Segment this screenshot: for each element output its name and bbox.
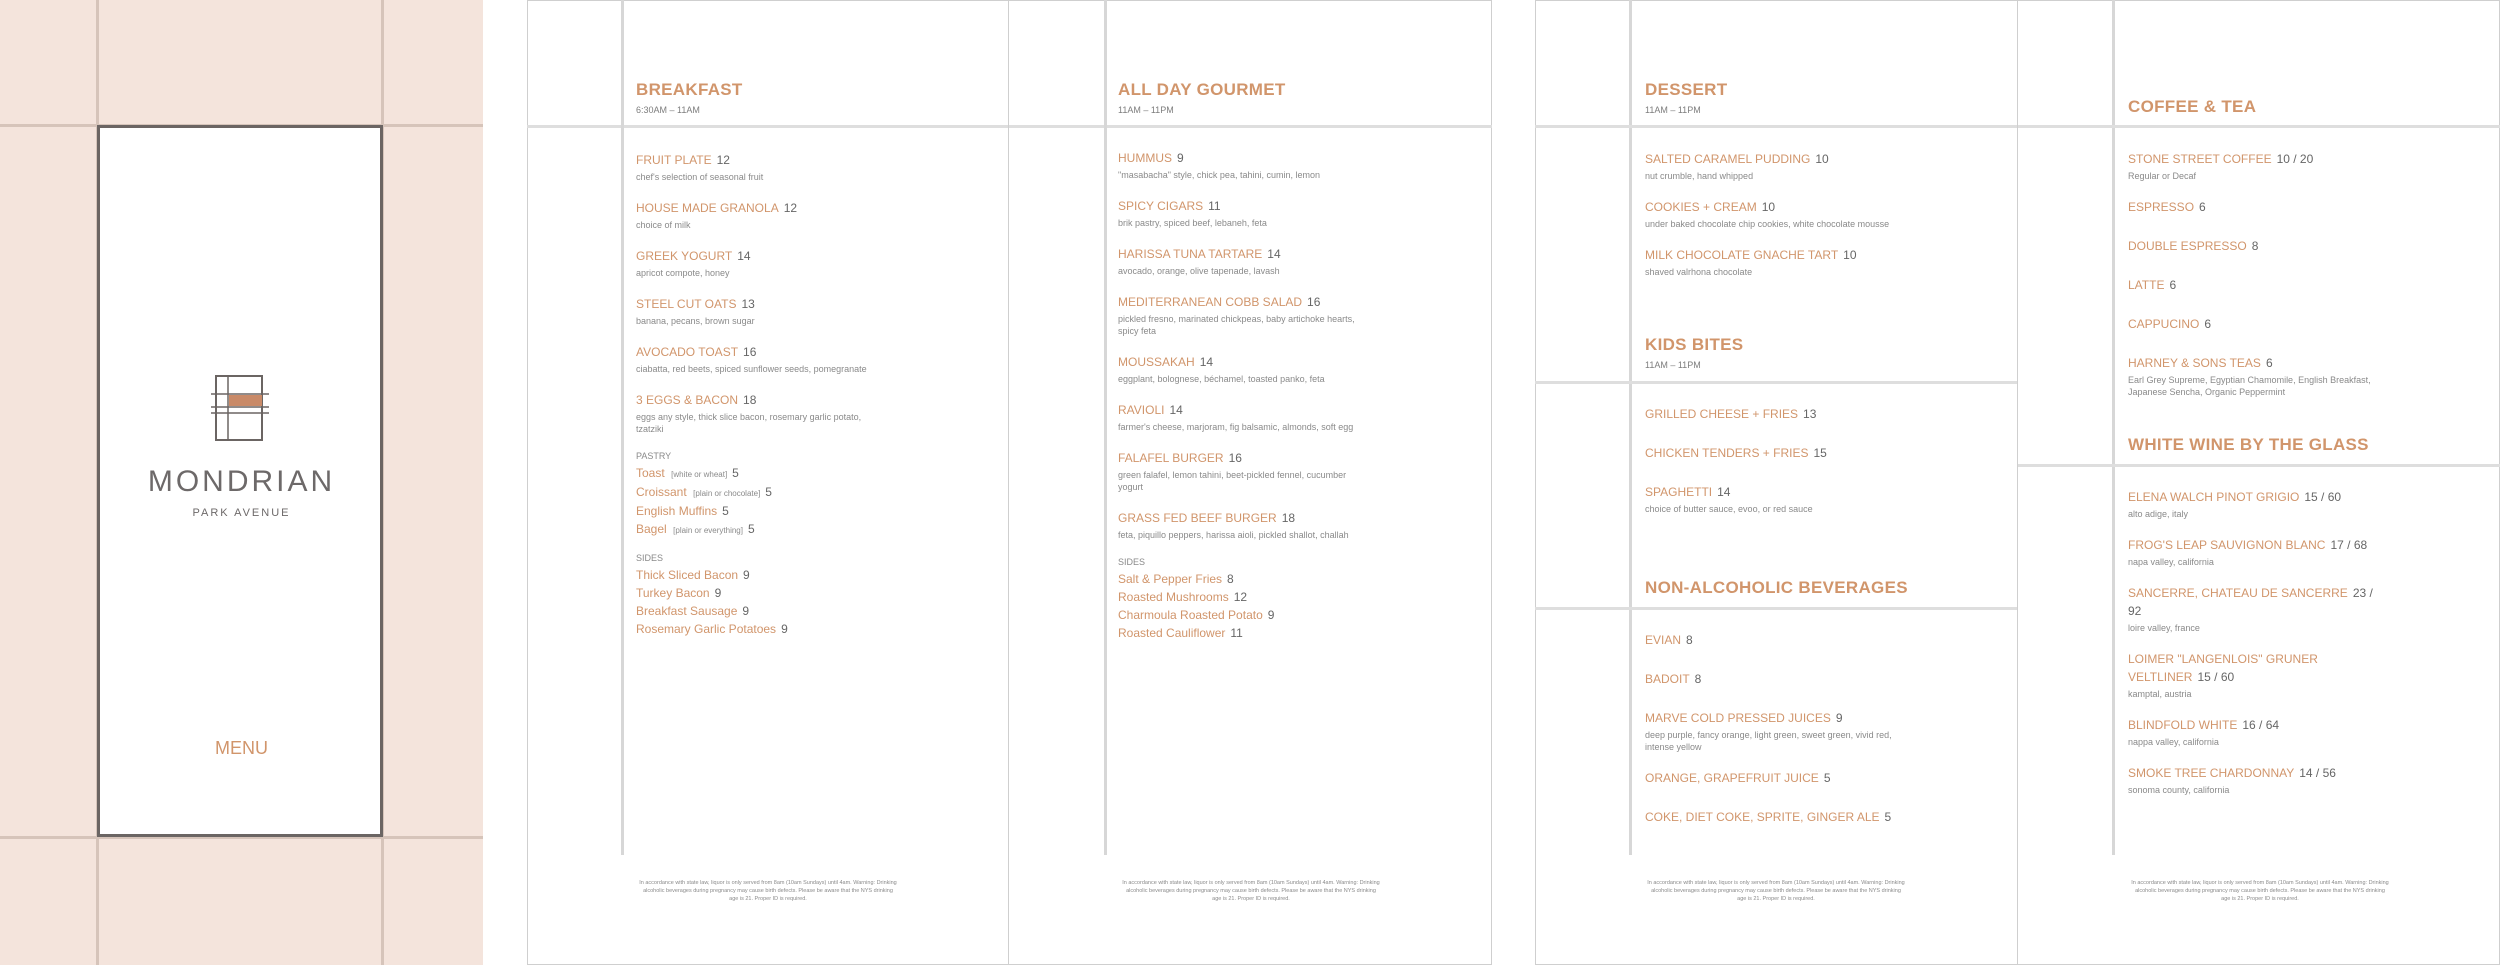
menu-item <box>1645 444 1905 462</box>
menu-item <box>1118 245 1378 277</box>
item-price: 15 / 60 <box>2304 490 2342 504</box>
breakfast-title: BREAKFAST <box>636 80 743 99</box>
item-name: Roasted Cauliflower <box>1118 626 1226 640</box>
brand-name: MONDRIAN <box>147 465 336 498</box>
pastry-item <box>636 464 896 483</box>
side-item <box>1118 606 1378 624</box>
item-name: LATTE <box>2128 278 2165 292</box>
item-description: deep purple, fancy orange, light green, sweet green, vivid red, intense yellow <box>1645 730 1892 752</box>
item-description: Regular or Decaf <box>2128 171 2197 181</box>
nonalc-header <box>1645 578 1908 598</box>
item-name: LOIMER "LANGENLOIS" GRUNER VELTLINER <box>2128 652 2318 684</box>
item-description: nappa valley, california <box>2128 737 2219 747</box>
brand-subtitle: PARK AVENUE <box>192 507 291 519</box>
grid-line <box>2018 125 2500 128</box>
item-price: 12 <box>1233 590 1248 604</box>
sides-group <box>1118 557 1378 642</box>
breakfast-list <box>636 151 896 638</box>
menu-item <box>2128 150 2388 182</box>
item-name: CAPPUCINO <box>2128 317 2200 331</box>
allday-header <box>1118 80 1378 115</box>
item-price: 14 <box>1169 403 1183 417</box>
side-item <box>1118 624 1378 642</box>
item-price: 8 <box>1686 633 1693 647</box>
item-price: 9 <box>781 622 788 636</box>
page-divider <box>2017 0 2018 965</box>
item-price: 9 <box>1177 151 1184 165</box>
item-price: 14 <box>1267 247 1281 261</box>
menu-item <box>2128 315 2388 333</box>
item-description: loire valley, france <box>2128 623 2200 633</box>
menu-item <box>2128 536 2388 568</box>
menu-item <box>1118 293 1378 337</box>
grid-line <box>1629 0 1632 855</box>
dessert-list <box>1645 150 1905 294</box>
side-item <box>636 620 896 638</box>
kids-list <box>1645 405 1905 531</box>
item-price: 14 <box>737 249 751 263</box>
item-name: English Muffins <box>636 504 718 518</box>
item-price: 16 / 64 <box>2242 718 2280 732</box>
item-description: sonoma county, california <box>2128 785 2230 795</box>
item-name: MARVE COLD PRESSED JUICES <box>1645 711 1831 725</box>
item-price: 9 <box>742 604 750 618</box>
menu-item <box>1645 246 1905 278</box>
item-name: Turkey Bacon <box>636 586 710 600</box>
allday-list <box>1118 149 1378 642</box>
menu-item <box>636 295 896 327</box>
item-price: 15 / 60 <box>2197 670 2235 684</box>
dessert-header <box>1645 80 1905 115</box>
item-name: HARISSA TUNA TARTARE <box>1118 247 1263 261</box>
item-name: BADOIT <box>1645 672 1690 686</box>
menu-item <box>2128 764 2388 796</box>
item-price: 6 <box>2265 356 2273 370</box>
item-name: Croissant <box>636 485 687 499</box>
pastry-heading: PASTRY <box>636 451 672 461</box>
menu-item <box>1118 449 1378 493</box>
item-price: 8 <box>2251 239 2259 253</box>
item-name: HOUSE MADE GRANOLA <box>636 201 779 215</box>
item-price: 16 <box>743 345 757 359</box>
sides-heading: SIDES <box>636 553 664 563</box>
item-name: Charmoula Roasted Potato <box>1118 608 1263 622</box>
menu-item <box>2128 198 2388 216</box>
item-description: eggplant, bolognese, béchamel, toasted panko, feta <box>1118 374 1325 384</box>
wine-title: WHITE WINE BY THE GLASS <box>2128 435 2369 454</box>
menu-item <box>1645 198 1905 230</box>
menu-item <box>2128 716 2388 748</box>
item-name: MOUSSAKAH <box>1118 355 1195 369</box>
pastry-group <box>636 451 896 539</box>
menu-item <box>1645 709 1905 753</box>
item-name: FRUIT PLATE <box>636 153 712 167</box>
menu-item <box>636 343 896 375</box>
grid-line <box>1104 0 1107 855</box>
item-name: FALAFEL BURGER <box>1118 451 1224 465</box>
item-note: [white or wheat] <box>671 470 728 479</box>
dessert-title: DESSERT <box>1645 80 1728 99</box>
menu-item <box>2128 237 2388 255</box>
menu-item <box>1645 808 1905 826</box>
menu-item <box>636 151 896 183</box>
item-price: 5 <box>747 522 755 536</box>
menu-item <box>1645 483 1905 515</box>
item-description: chef's selection of seasonal fruit <box>636 172 764 182</box>
item-description: banana, pecans, brown sugar <box>636 316 755 326</box>
item-price: 13 <box>741 297 755 311</box>
page-divider <box>1008 0 1009 965</box>
item-price: 11 <box>1208 199 1221 213</box>
item-name: DOUBLE ESPRESSO <box>2128 239 2247 253</box>
item-price: 15 <box>1813 446 1827 460</box>
item-description: apricot compote, honey <box>636 268 730 278</box>
coffee-list <box>2128 150 2388 414</box>
menu-item <box>1645 150 1905 182</box>
side-item <box>1118 570 1378 588</box>
item-price: 16 <box>1307 295 1321 309</box>
allday-title: ALL DAY GOURMET <box>1118 80 1286 99</box>
legal-disclaimer: In accordance with state law, liquor is only served from 8am (10am Sundays) until 4am. Warning: Drinking alcoholic beverages during pregnancy may cause birth defects. Please be aware that the NYS drinking age is 21. Proper ID is required. <box>1122 880 1380 902</box>
item-description: ciabatta, red beets, spiced sunflower seeds, pomegranate <box>636 364 867 374</box>
side-item <box>1118 588 1378 606</box>
item-name: CHICKEN TENDERS + FRIES <box>1645 446 1809 460</box>
item-price: 5 <box>1884 810 1892 824</box>
item-name: ORANGE, GRAPEFRUIT JUICE <box>1645 771 1819 785</box>
item-name: BLINDFOLD WHITE <box>2128 718 2238 732</box>
breakfast-hours: 6:30AM – 11AM <box>636 105 700 115</box>
item-description: "masabacha" style, chick pea, tahini, cumin, lemon <box>1118 170 1320 180</box>
item-price: 10 <box>1761 200 1776 214</box>
kids-header <box>1645 335 1905 370</box>
menu-item <box>2128 354 2388 398</box>
item-name: Breakfast Sausage <box>636 604 738 618</box>
item-price: 8 <box>1694 672 1702 686</box>
item-name: 3 EGGS & BACON <box>636 393 739 407</box>
item-name: Toast <box>636 466 665 480</box>
item-description: pickled fresno, marinated chickpeas, baby artichoke hearts, spicy feta <box>1118 314 1355 336</box>
item-name: SPICY CIGARS <box>1118 199 1204 213</box>
grid-line <box>1535 125 2017 128</box>
legal-disclaimer: In accordance with state law, liquor is only served from 8am (10am Sundays) until 4am. Warning: Drinking alcoholic beverages during pregnancy may cause birth defects. Please be aware that the NYS drinking age is 21. Proper ID is required. <box>2131 880 2389 902</box>
menu-item <box>1118 149 1378 181</box>
side-item <box>636 566 896 584</box>
sides-group <box>636 553 896 638</box>
item-price: 9 <box>1835 711 1843 725</box>
item-description: brik pastry, spiced beef, lebaneh, feta <box>1118 218 1267 228</box>
item-description: under baked chocolate chip cookies, white chocolate mousse <box>1645 219 1890 229</box>
legal-disclaimer: In accordance with state law, liquor is only served from 8am (10am Sundays) until 4am. Warning: Drinking alcoholic beverages during pregnancy may cause birth defects. Please be aware that the NYS drinking age is 21. Proper ID is required. <box>1647 880 1905 902</box>
menu-item <box>2128 488 2388 520</box>
item-price: 9 <box>743 568 750 582</box>
item-price: 6 <box>2169 278 2177 292</box>
menu-item <box>1118 197 1378 229</box>
grid-line <box>527 125 1492 128</box>
menu-item <box>2128 650 2388 700</box>
mondrian-grid-logo-icon <box>211 375 269 443</box>
item-price: 13 <box>1803 407 1817 421</box>
item-name: HUMMUS <box>1118 151 1172 165</box>
item-price: 12 <box>716 153 730 167</box>
item-price: 14 <box>1717 485 1731 499</box>
item-price: 18 <box>743 393 757 407</box>
item-name: Roasted Mushrooms <box>1118 590 1229 604</box>
item-name: Bagel <box>636 522 667 536</box>
item-name: ELENA WALCH PINOT GRIGIO <box>2128 490 2300 504</box>
item-name: STEEL CUT OATS <box>636 297 737 311</box>
item-price: 14 / 56 <box>2299 766 2336 780</box>
pastry-item <box>636 483 896 502</box>
menu-item <box>1645 769 1905 787</box>
grid-line <box>621 0 624 855</box>
item-price: 12 <box>783 201 798 215</box>
kids-hours: 11AM – 11PM <box>1645 360 1701 370</box>
item-name: EVIAN <box>1645 633 1682 647</box>
item-price: 16 <box>1228 451 1242 465</box>
item-name: GRILLED CHEESE + FRIES <box>1645 407 1799 421</box>
item-description: farmer's cheese, marjoram, fig balsamic, almonds, soft egg <box>1118 422 1354 432</box>
item-description: choice of butter sauce, evoo, or red sauce <box>1645 504 1813 514</box>
menu-item <box>1645 670 1905 688</box>
menu-label: MENU <box>215 738 268 758</box>
item-price: 18 <box>1281 511 1296 525</box>
item-description: avocado, orange, olive tapenade, lavash <box>1118 266 1280 276</box>
nonalc-list <box>1645 631 1905 842</box>
item-name: SMOKE TREE CHARDONNAY <box>2128 766 2295 780</box>
menu-item <box>1645 631 1905 649</box>
item-name: SALTED CARAMEL PUDDING <box>1645 152 1811 166</box>
side-item <box>636 602 896 620</box>
item-price: 8 <box>1227 572 1234 586</box>
menu-item <box>636 391 896 435</box>
menu-item <box>636 199 896 231</box>
item-price: 5 <box>732 466 739 480</box>
grid-line <box>1535 607 2017 610</box>
item-description: kamptal, austria <box>2128 689 2192 699</box>
item-name: MEDITERRANEAN COBB SALAD <box>1118 295 1303 309</box>
coffee-title: COFFEE & TEA <box>2128 97 2257 116</box>
item-description: shaved valrhona chocolate <box>1645 267 1753 277</box>
grid-line <box>2112 0 2115 855</box>
allday-hours: 11AM – 11PM <box>1118 105 1174 115</box>
item-price: 10 <box>1815 152 1829 166</box>
item-note: [plain or chocolate] <box>693 489 761 498</box>
item-price: 14 <box>1199 355 1214 369</box>
item-price: 17 / 68 <box>2330 538 2368 552</box>
grid-line <box>2018 464 2500 467</box>
item-description: choice of milk <box>636 220 691 230</box>
item-description: nut crumble, hand whipped <box>1645 171 1754 181</box>
item-price: 23 / 92 <box>2128 586 2373 618</box>
menu-item <box>1118 401 1378 433</box>
item-name: COOKIES + CREAM <box>1645 200 1757 214</box>
coffee-header <box>2128 97 2388 117</box>
item-name: COKE, DIET COKE, SPRITE, GINGER ALE <box>1645 810 1880 824</box>
item-name: RAVIOLI <box>1118 403 1165 417</box>
pastry-item <box>636 520 896 539</box>
item-description: napa valley, california <box>2128 557 2214 567</box>
pastry-item <box>636 502 896 520</box>
kids-title: KIDS BITES <box>1645 335 1744 354</box>
item-name: FROG'S LEAP SAUVIGNON BLANC <box>2128 538 2326 552</box>
item-name: HARNEY & SONS TEAS <box>2128 356 2261 370</box>
item-name: Salt & Pepper Fries <box>1118 572 1223 586</box>
menu-item <box>2128 276 2388 294</box>
wine-list <box>2128 488 2388 812</box>
item-description: alto adige, italy <box>2128 509 2189 519</box>
dessert-hours: 11AM – 11PM <box>1645 105 1701 115</box>
item-price: 6 <box>2199 200 2206 214</box>
item-price: 11 <box>1230 626 1243 640</box>
item-description: eggs any style, thick slice bacon, rosemary garlic potato, tzatziki <box>636 412 862 434</box>
item-price: 5 <box>765 485 772 499</box>
item-description: feta, piquillo peppers, harissa aioli, pickled shallot, challah <box>1118 530 1349 540</box>
item-name: STONE STREET COFFEE <box>2128 152 2272 166</box>
item-name: Thick Sliced Bacon <box>636 568 739 582</box>
menu-item <box>2128 584 2388 634</box>
menu-item <box>1118 353 1378 385</box>
item-name: GREEK YOGURT <box>636 249 733 263</box>
menu-item <box>1118 509 1378 541</box>
item-price: 10 / 20 <box>2276 152 2314 166</box>
item-price: 9 <box>1267 608 1275 622</box>
item-name: Rosemary Garlic Potatoes <box>636 622 777 636</box>
menu-item <box>636 247 896 279</box>
sides-heading: SIDES <box>1118 557 1146 567</box>
item-name: GRASS FED BEEF BURGER <box>1118 511 1277 525</box>
menu-item <box>1645 405 1905 423</box>
item-name: MILK CHOCOLATE GNACHE TART <box>1645 248 1839 262</box>
item-price: 5 <box>1823 771 1831 785</box>
side-item <box>636 584 896 602</box>
item-description: green falafel, lemon tahini, beet-pickled fennel, cucumber yogurt <box>1118 470 1347 492</box>
item-note: [plain or everything] <box>673 526 743 535</box>
item-price: 9 <box>714 586 722 600</box>
grid-line <box>1535 381 2017 384</box>
item-name: AVOCADO TOAST <box>636 345 739 359</box>
wine-header <box>2128 435 2388 455</box>
item-description: Earl Grey Supreme, Egyptian Chamomile, English Breakfast, Japanese Sencha, Organic Peppermint <box>2128 375 2371 397</box>
item-price: 10 <box>1843 248 1857 262</box>
item-price: 6 <box>2204 317 2212 331</box>
legal-disclaimer: In accordance with state law, liquor is only served from 8am (10am Sundays) until 4am. Warning: Drinking alcoholic beverages during pregnancy may cause birth defects. Please be aware that the NYS drinking age is 21. Proper ID is required. <box>639 880 897 902</box>
nonalc-title: NON-ALCOHOLIC BEVERAGES <box>1645 578 1908 597</box>
breakfast-header <box>636 80 896 115</box>
item-name: SPAGHETTI <box>1645 485 1713 499</box>
item-name: SANCERRE, CHATEAU DE SANCERRE <box>2128 586 2348 600</box>
item-name: ESPRESSO <box>2128 200 2195 214</box>
item-price: 5 <box>722 504 729 518</box>
